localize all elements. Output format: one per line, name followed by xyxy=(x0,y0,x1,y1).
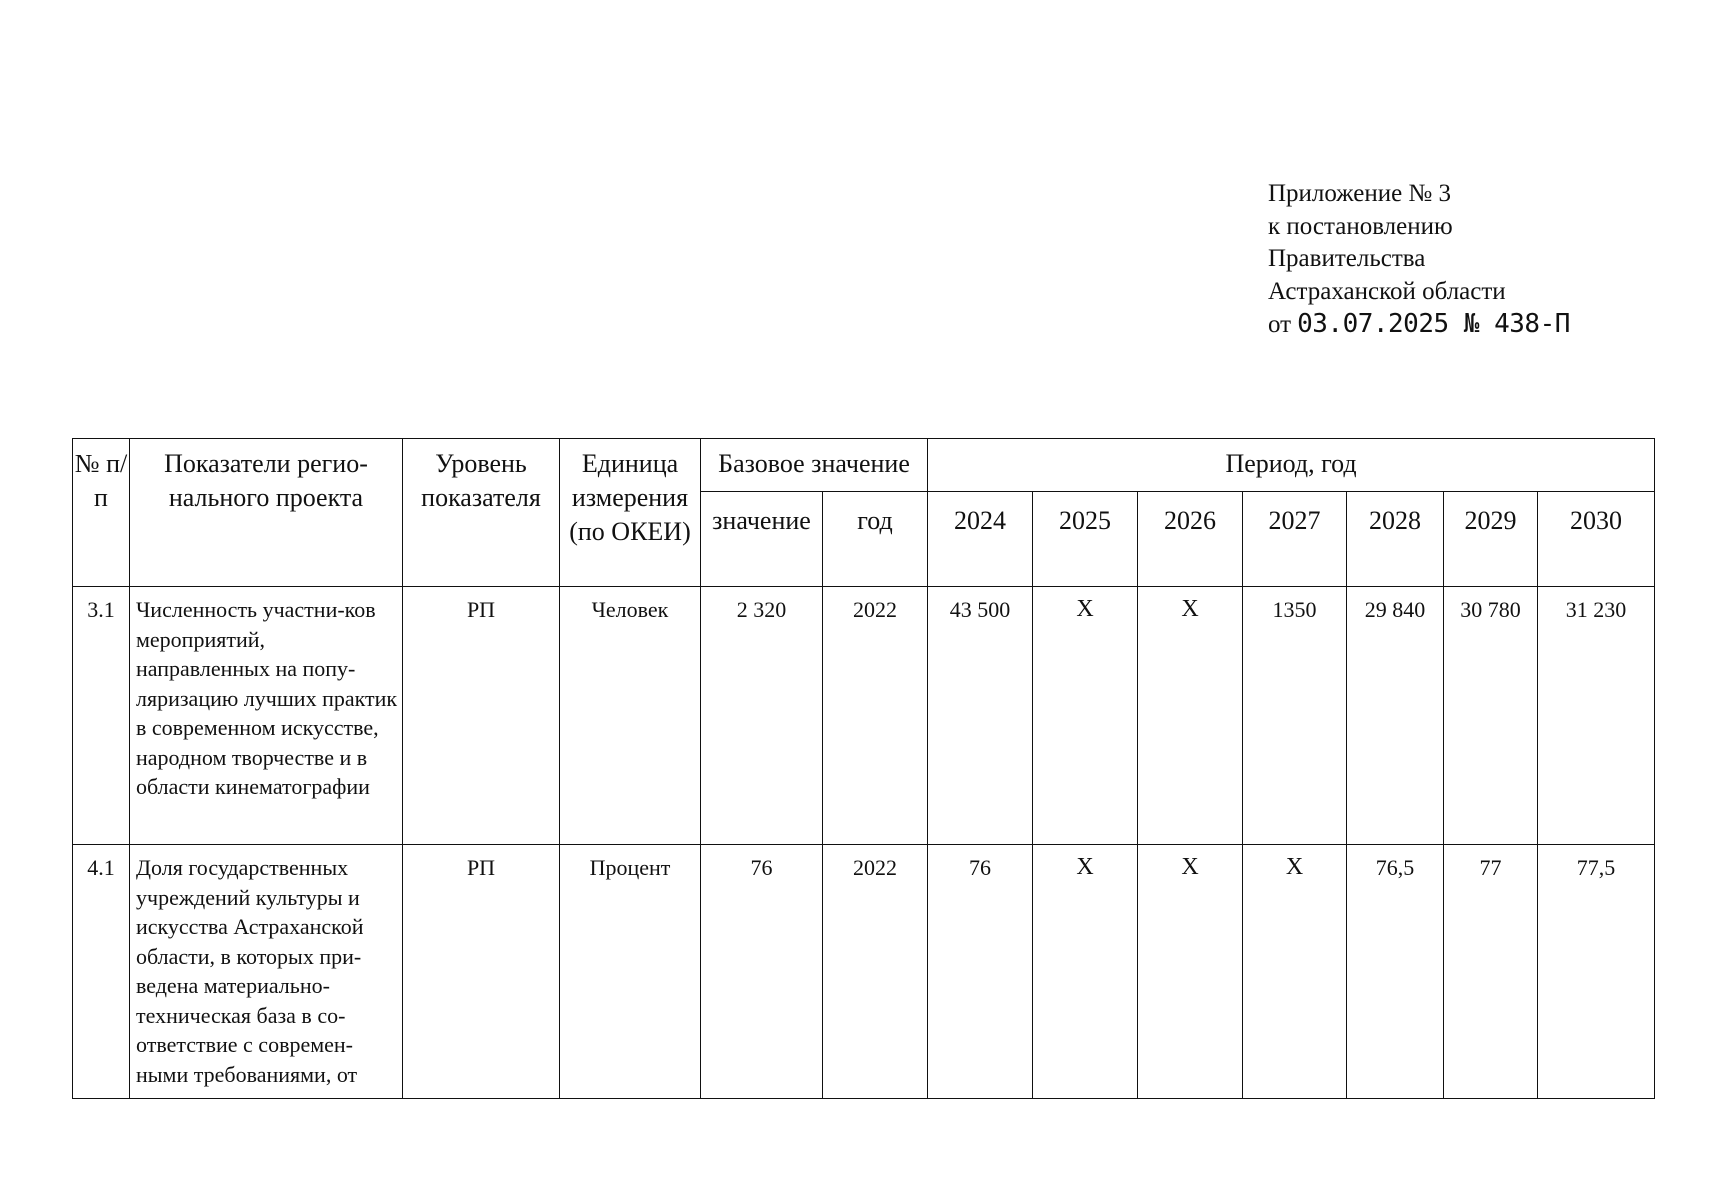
header-indicator: Показатели регио-нального проекта xyxy=(130,439,403,587)
header-year-2024: 2024 xyxy=(928,492,1033,587)
row-value-2030: 77,5 xyxy=(1538,845,1655,1099)
header-period: Период, год xyxy=(928,439,1655,492)
header-level: Уровень показателя xyxy=(403,439,560,587)
approval-block xyxy=(1268,178,1570,342)
header-year-2026: 2026 xyxy=(1138,492,1243,587)
row-value-2028: 76,5 xyxy=(1347,845,1444,1099)
approval-date-stamp: 03.07.2025 № 438-П xyxy=(1297,309,1570,339)
header-year-2027: 2027 xyxy=(1243,492,1347,587)
row-value-2028: 29 840 xyxy=(1347,587,1444,845)
row-value-2025: Х xyxy=(1033,587,1138,845)
approval-line-2: к постановлению xyxy=(1268,212,1453,240)
header-base: Базовое значение xyxy=(701,439,928,492)
table-row xyxy=(73,587,1655,845)
row-value-2026: Х xyxy=(1138,845,1243,1099)
row-level: РП xyxy=(403,845,560,1099)
header-unit: Единица измерения (по ОКЕИ) xyxy=(560,439,701,587)
approval-line-3: Правительства xyxy=(1268,245,1426,272)
row-base-value: 2 320 xyxy=(701,587,823,845)
header-row-1 xyxy=(73,439,1655,492)
approval-line-4: Астраханской области xyxy=(1268,277,1506,305)
row-value-2029: 77 xyxy=(1444,845,1538,1099)
row-indicator: Доля государственных учреждений культуры и искусства Астраханской области, в которых при-ведена материально-техническая база в со-ответствие с современ-ными требованиями, от xyxy=(130,845,403,1099)
row-value-2025: Х xyxy=(1033,845,1138,1099)
row-indicator: Численность участни-ков мероприятий, направленных на попу-ляризацию лучших практик в современном искусстве, народном творчестве и в области кинематографии xyxy=(130,587,403,845)
row-value-2024: 43 500 xyxy=(928,587,1033,845)
row-value-2026: Х xyxy=(1138,587,1243,845)
approval-date-line xyxy=(1268,308,1570,342)
approval-line-1: Приложение № 3 xyxy=(1268,180,1452,207)
row-value-2027: Х xyxy=(1243,845,1347,1099)
header-base-value: значение xyxy=(701,492,823,587)
row-base-year: 2022 xyxy=(823,587,928,845)
row-value-2030: 31 230 xyxy=(1538,587,1655,845)
header-base-year: год xyxy=(823,492,928,587)
table-row xyxy=(73,845,1655,1099)
row-level: РП xyxy=(403,587,560,845)
header-num: № п/п xyxy=(73,439,130,587)
row-value-2024: 76 xyxy=(928,845,1033,1099)
row-base-value: 76 xyxy=(701,845,823,1099)
header-year-2025: 2025 xyxy=(1033,492,1138,587)
row-value-2027: 1350 xyxy=(1243,587,1347,845)
header-year-2029: 2029 xyxy=(1444,492,1538,587)
row-num: 3.1 xyxy=(73,587,130,845)
row-unit: Человек xyxy=(560,587,701,845)
indicators-table xyxy=(72,438,1655,1099)
row-base-year: 2022 xyxy=(823,845,928,1099)
approval-date-prefix: от xyxy=(1268,311,1292,338)
row-value-2029: 30 780 xyxy=(1444,587,1538,845)
row-unit: Процент xyxy=(560,845,701,1099)
header-year-2030: 2030 xyxy=(1538,492,1655,587)
row-num: 4.1 xyxy=(73,845,130,1099)
header-year-2028: 2028 xyxy=(1347,492,1444,587)
